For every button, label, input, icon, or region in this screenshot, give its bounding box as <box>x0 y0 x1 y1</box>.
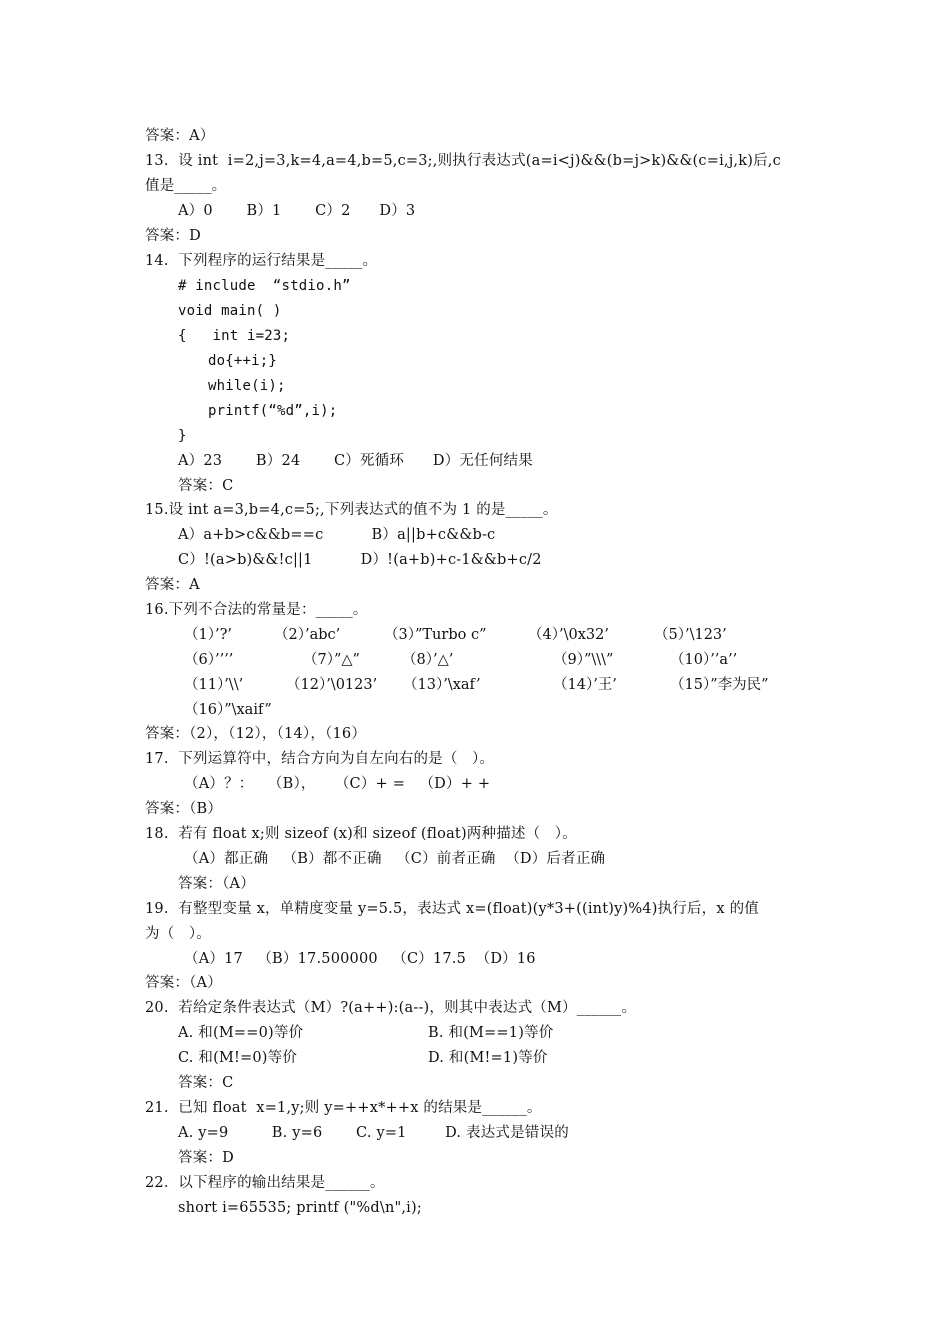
question-17: 17. 下列运算符中，结合方向为自左向右的是（ ）。 <box>145 751 495 767</box>
question-20: 20. 若给定条件表达式（M）?(a++):(a--)，则其中表达式（M）______。 <box>145 1000 637 1016</box>
code-line: # include “stdio.h” <box>178 278 351 294</box>
code-line: } <box>178 428 187 444</box>
answer-19: 答案：（A） <box>145 975 222 991</box>
list-item: （8）’△’ <box>402 652 454 668</box>
question-18: 18. 若有 float x;则 sizeof (x)和 sizeof (float)两种描述（ ）。 <box>145 826 577 842</box>
question-21-options: A. y=9 B. y=6 C. y=1 D. 表达式是错误的 <box>178 1125 569 1141</box>
answer-21: 答案：D <box>178 1150 234 1166</box>
code-line: short i=65535; printf ("%d\n",i); <box>178 1200 422 1216</box>
question-15-options-cd: C）!(a>b)&&!c||1 D）!(a+b)+c-1&&b+c/2 <box>178 552 542 568</box>
question-14: 14. 下列程序的运行结果是_____。 <box>145 253 378 269</box>
question-20-option-c: C. 和(M!=0)等价 <box>178 1050 298 1066</box>
question-19-cont: 为（ ）。 <box>145 926 211 942</box>
question-14-options: A）23 B）24 C）死循环 D）无任何结果 <box>178 453 533 469</box>
list-item: （9）”\\\” <box>553 652 614 668</box>
code-line: do{++i;} <box>208 353 278 369</box>
question-19-options: （A）17 （B）17.500000 （C）17.5 （D）16 <box>184 951 536 967</box>
answer-17: 答案：（B） <box>145 801 223 817</box>
answer-15: 答案：A <box>145 577 200 593</box>
list-item: （7）”△” <box>303 652 360 668</box>
question-21: 21. 已知 float x=1,y;则 y=++x*++x 的结果是______。 <box>145 1100 542 1116</box>
answer-16: 答案：（2），（12），（14），（16） <box>145 726 367 742</box>
question-20-option-b: B. 和(M==1)等价 <box>428 1025 554 1041</box>
question-19: 19. 有整型变量 x，单精度变量 y=5.5，表达式 x=(float)(y*3+((int)y)%4)执行后，x 的值 <box>145 901 759 917</box>
question-18-options: （A）都正确 （B）都不正确 （C）前者正确 （D）后者正确 <box>184 851 606 867</box>
answer-12: 答案：A） <box>145 128 215 144</box>
list-item: （10）’’a’’ <box>670 652 738 668</box>
list-item: （16）”\xaif” <box>184 702 272 718</box>
list-item: （12）’\0123’ <box>286 677 378 693</box>
list-item: （11）’\\’ <box>184 677 244 693</box>
answer-13: 答案：D <box>145 228 201 244</box>
list-item: （15）”李为民” <box>670 677 769 693</box>
question-20-option-d: D. 和(M!=1)等价 <box>428 1050 548 1066</box>
question-20-option-a: A. 和(M==0)等价 <box>178 1025 304 1041</box>
question-15-options-ab: A）a+b>c&&b==c B）a||b+c&&b-c <box>178 527 496 543</box>
code-line: { int i=23; <box>178 328 291 344</box>
answer-20: 答案：C <box>178 1075 234 1091</box>
code-line: printf(“%d”,i); <box>208 403 338 419</box>
list-item: （3）”Turbo c” <box>384 627 487 643</box>
question-13-options: A）0 B）1 C）2 D）3 <box>178 203 416 219</box>
question-22: 22. 以下程序的输出结果是______。 <box>145 1175 385 1191</box>
list-item: （5）’\123’ <box>654 627 727 643</box>
list-item: （14）’王’ <box>553 677 617 693</box>
list-item: （6）’’’’ <box>184 652 234 668</box>
question-13: 13. 设 int i=2,j=3,k=4,a=4,b=5,c=3;,则执行表达式(a=i<j)&&(b=j>k)&&(c=i,j,k)后,c <box>145 153 781 169</box>
list-item: （13）’\xaf’ <box>403 677 481 693</box>
list-item: （2）’abc’ <box>274 627 341 643</box>
list-item: （1）’?’ <box>184 627 232 643</box>
code-line: void main( ) <box>178 303 282 319</box>
answer-14: 答案：C <box>178 478 234 494</box>
question-13-cont: 值是_____。 <box>145 178 227 194</box>
answer-18: 答案：（A） <box>178 876 255 892</box>
list-item: （4）’\0x32’ <box>528 627 609 643</box>
question-16: 16.下列不合法的常量是：_____。 <box>145 602 368 618</box>
question-17-options: （A）？： （B）， （C）+ = （D）+ + <box>184 776 491 792</box>
question-15: 15.设 int a=3,b=4,c=5;,下列表达式的值不为 1 的是_____。 <box>145 502 558 518</box>
code-line: while(i); <box>208 378 286 394</box>
